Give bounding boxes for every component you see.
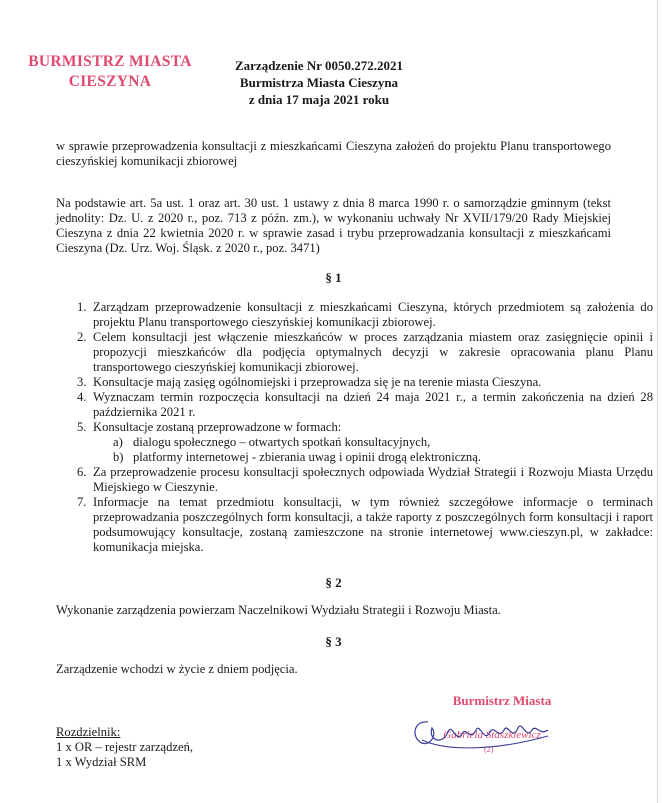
sub-list-item bbox=[113, 450, 653, 465]
legal-basis: Na podstawie art. 5a ust. 1 oraz art. 30 ust. 1 ustawy z dnia 8 marca 1990 r. o samorządzie gminnym (tekst jednolity: Dz. U. z 2020 r., poz. 713 z późn. zm.), w wykonaniu uchwały Nr XVII/179/20 Rady Miejskiej Cieszyna z dnia 22 kwietnia 2020 r. w sprawie zasad i trybu przeprowadzania konsultacji z mieszkańcami Cieszyna (Dz. Urz. Woj. Śląsk. z 2020 r., poz. 3471) bbox=[56, 196, 611, 255]
section-3-label: § 3 bbox=[325, 634, 342, 649]
list-item bbox=[77, 495, 653, 555]
item-number: 3. bbox=[77, 375, 87, 389]
ordinance-subject: w sprawie przeprowadzenia konsultacji z mieszkańcami Cieszyna założeń do projektu Planu transportowego cieszyńskiej komunikacji zbiorowej bbox=[56, 139, 611, 168]
section-3-text: Zarządzenie wchodzi w życie z dniem podjęcia. bbox=[56, 662, 298, 676]
page-edge-line bbox=[657, 0, 658, 803]
signature-stamp-name: Gabriela Staszkiewicz bbox=[443, 729, 541, 741]
list-item bbox=[77, 390, 653, 420]
section-2-text: Wykonanie zarządzenia powierzam Naczelnikowi Wydziału Strategii i Rozwoju Miasta. bbox=[56, 603, 501, 617]
item-number: 6. bbox=[77, 465, 87, 479]
list-item bbox=[77, 465, 653, 495]
mayor-stamp-line1: BURMISTRZ MIASTA bbox=[28, 53, 192, 70]
distribution-list bbox=[56, 725, 193, 770]
sub-item-letter: b) bbox=[113, 450, 124, 464]
mayor-stamp bbox=[26, 52, 194, 92]
sub-item-text: dialogu społecznego – otwartych spotkań konsultacyjnych, bbox=[133, 435, 431, 449]
mayor-stamp-line2: CIESZYNA bbox=[68, 73, 152, 90]
section-2-label: § 2 bbox=[325, 575, 342, 590]
item-text: Zarządzam przeprowadzenie konsultacji z mieszkańcami Cieszyna, których przedmiotem są założenia do projektu Planu transportowego cieszyńskiej komunikacji zbiorowej. bbox=[93, 300, 653, 329]
section-1-list bbox=[56, 300, 653, 555]
handwritten-signature bbox=[398, 700, 558, 760]
ordinance-date: z dnia 17 maja 2021 roku bbox=[248, 92, 390, 107]
item-text: Za przeprowadzenie procesu konsultacji społecznych odpowiada Wydział Strategii i Rozwoju Miasta Urzędu Miejskiego w Cieszynie. bbox=[93, 465, 653, 494]
item-text: Wyznaczam termin rozpoczęcia konsultacji na dzień 24 maja 2021 r., a termin zakończenia na dzień 28 października 2021 r. bbox=[93, 390, 653, 419]
item-number: 7. bbox=[77, 495, 87, 509]
signature-stamp-title: Burmistrz Miasta bbox=[452, 693, 552, 708]
list-item bbox=[77, 375, 653, 390]
section-1-label: § 1 bbox=[325, 270, 342, 285]
item-number: 4. bbox=[77, 390, 87, 404]
signature-stroke bbox=[415, 722, 548, 744]
item-text: Informacje na temat przedmiotu konsultacji, w tym również szczegółowe informacje o terminach przeprowadzania poszczególnych form konsultacji, a także raporty z poszczególnych form konsultacji i raport podsumowujący konsultacje, zostaną zamieszczone na stronie internetowej www.cieszyn.pl, w zakładce: komunikacja miejska. bbox=[93, 495, 653, 554]
sub-item-letter: a) bbox=[113, 435, 123, 449]
distribution-line-2: 1 x Wydział SRM bbox=[56, 755, 147, 769]
distribution-line-1: 1 x OR – rejestr zarządzeń, bbox=[56, 740, 194, 754]
sub-list-item bbox=[113, 435, 653, 450]
item-number: 1. bbox=[77, 300, 87, 314]
consultation-forms-list bbox=[93, 435, 653, 465]
sub-item-text: platformy internetowej - zbierania uwag i opinii drogą elektroniczną. bbox=[133, 450, 481, 464]
ordinance-issuer: Burmistrza Miasta Cieszyna bbox=[239, 75, 399, 90]
list-item bbox=[77, 330, 653, 375]
distribution-title: Rozdzielnik: bbox=[56, 725, 121, 739]
item-text: Konsultacje zostaną przeprowadzone w formach: bbox=[93, 420, 342, 434]
item-text: Konsultacje mają zasięg ogólnomiejski i przeprowadza się je na terenie miasta Cieszyna. bbox=[93, 375, 542, 389]
item-text: Celem konsultacji jest włączenie mieszkańców w proces zarządzania miastem oraz zasięgnięcie opinii i propozycji mieszkańców dla podjęcia optymalnych decyzji w zakresie opracowania planu Planu transportowego cieszyńskiej komunikacji zbiorowej. bbox=[93, 330, 653, 374]
item-number: 2. bbox=[77, 330, 87, 344]
list-item bbox=[77, 420, 653, 465]
document-heading bbox=[214, 57, 424, 108]
signature-flourish bbox=[422, 736, 548, 748]
item-number: 5. bbox=[77, 420, 87, 434]
ordinance-number: Zarządzenie Nr 0050.272.2021 bbox=[234, 58, 404, 73]
signature-stamp-number: (2) bbox=[484, 745, 494, 754]
list-item bbox=[77, 300, 653, 330]
